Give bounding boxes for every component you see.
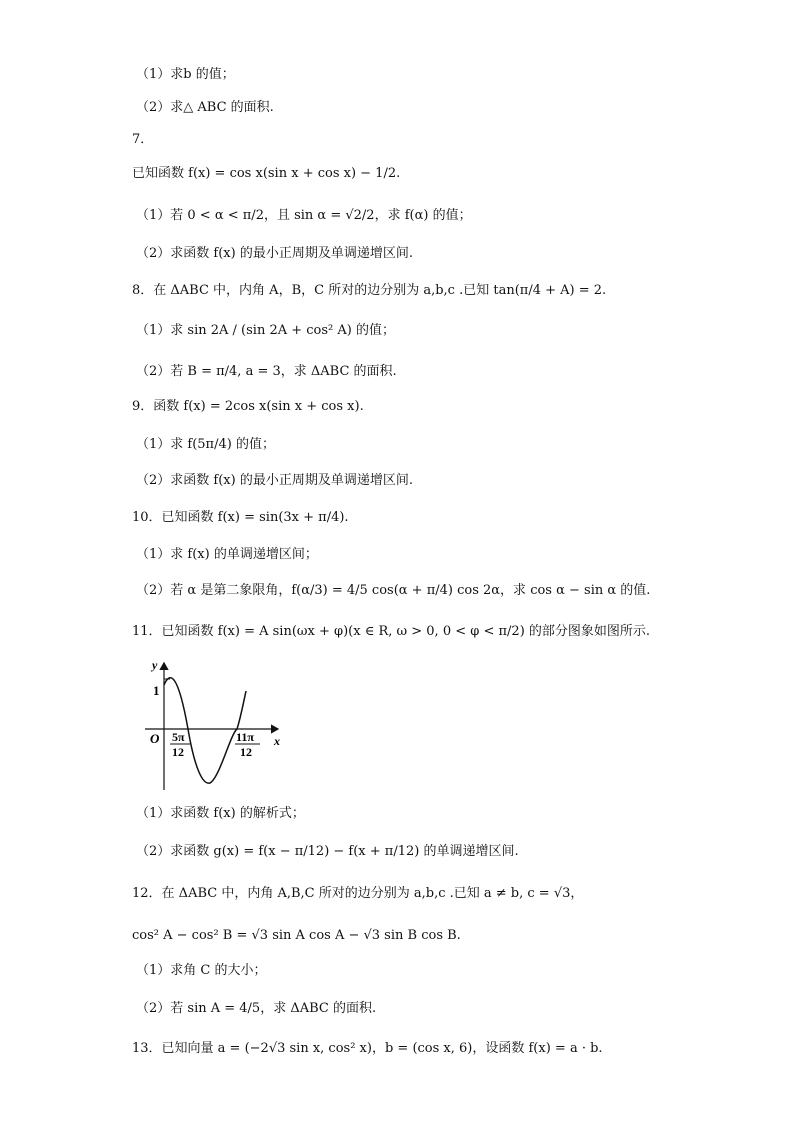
q8-part2: （2）若 B = π/4, a = 3，求 ΔABC 的面积. (136, 364, 397, 379)
q7-part1: （1）若 0 < α < π/2，且 sin α = √2/2，求 f(α) 的值； (136, 208, 472, 223)
q6-part1: （1）求b 的值； (136, 67, 235, 82)
q8-part1: （1）求 sin 2A / (sin 2A + cos² A) 的值； (136, 323, 395, 338)
q7-part2: （2）求函数 f(x) 的最小正周期及单调递增区间. (136, 246, 413, 261)
sine-graph (140, 655, 290, 795)
q9-part1: （1）求 f(5π/4) 的值； (136, 437, 275, 452)
q10-part2: （2）若 α 是第二象限角，f(α/3) = 4/5 cos(α + π/4) cos 2α，求 cos α − sin α 的值. (136, 583, 651, 598)
q13-stem: 13．已知向量 a = (−2√3 sin x, cos² x)，b = (cos x, 6)，设函数 f(x) = a · b. (132, 1041, 603, 1056)
q6-part2: （2）求△ ABC 的面积. (136, 100, 274, 115)
x-tick2-num: 11π (236, 730, 254, 744)
q8-stem: 8．在 ΔABC 中，内角 A，B，C 所对的边分别为 a,b,c .已知 tan(π/4 + A) = 2. (132, 283, 607, 298)
x-tick1-den: 12 (172, 745, 184, 759)
q11-stem: 11．已知函数 f(x) = A sin(ωx + φ)(x ∈ R, ω > 0, 0 < φ < π/2) 的部分图象如图所示. (132, 624, 651, 639)
q12-part1: （1）求角 C 的大小； (136, 963, 267, 978)
q10-stem: 10．已知函数 f(x) = sin(3x + π/4). (132, 510, 349, 525)
y-tick-label: 1 (153, 683, 160, 698)
q11-part2: （2）求函数 g(x) = f(x − π/12) − f(x + π/12) 的单调递增区间. (136, 844, 519, 859)
q12-condition: cos² A − cos² B = √3 sin A cos A − √3 sin B cos B. (132, 928, 461, 943)
q12-part2: （2）若 sin A = 4/5，求 ΔABC 的面积. (136, 1001, 377, 1016)
q9-part2: （2）求函数 f(x) 的最小正周期及单调递增区间. (136, 473, 413, 488)
q7-stem: 已知函数 f(x) = cos x(sin x + cos x) − 1/2. (132, 166, 401, 181)
q9-stem: 9．函数 f(x) = 2cos x(sin x + cos x). (132, 399, 364, 414)
x-tick2-den: 12 (240, 745, 252, 759)
q7-number: 7． (132, 132, 154, 147)
origin-label: O (150, 731, 160, 746)
q11-part1: （1）求函数 f(x) 的解析式； (136, 806, 305, 821)
x-axis-label: x (274, 734, 280, 748)
y-axis-label: y (152, 658, 158, 672)
q12-stem: 12．在 ΔABC 中，内角 A,B,C 所对的边分别为 a,b,c .已知 a ≠ b, c = √3， (132, 886, 584, 901)
x-tick1-num: 5π (172, 730, 185, 744)
q10-part1: （1）求 f(x) 的单调递增区间； (136, 547, 318, 562)
